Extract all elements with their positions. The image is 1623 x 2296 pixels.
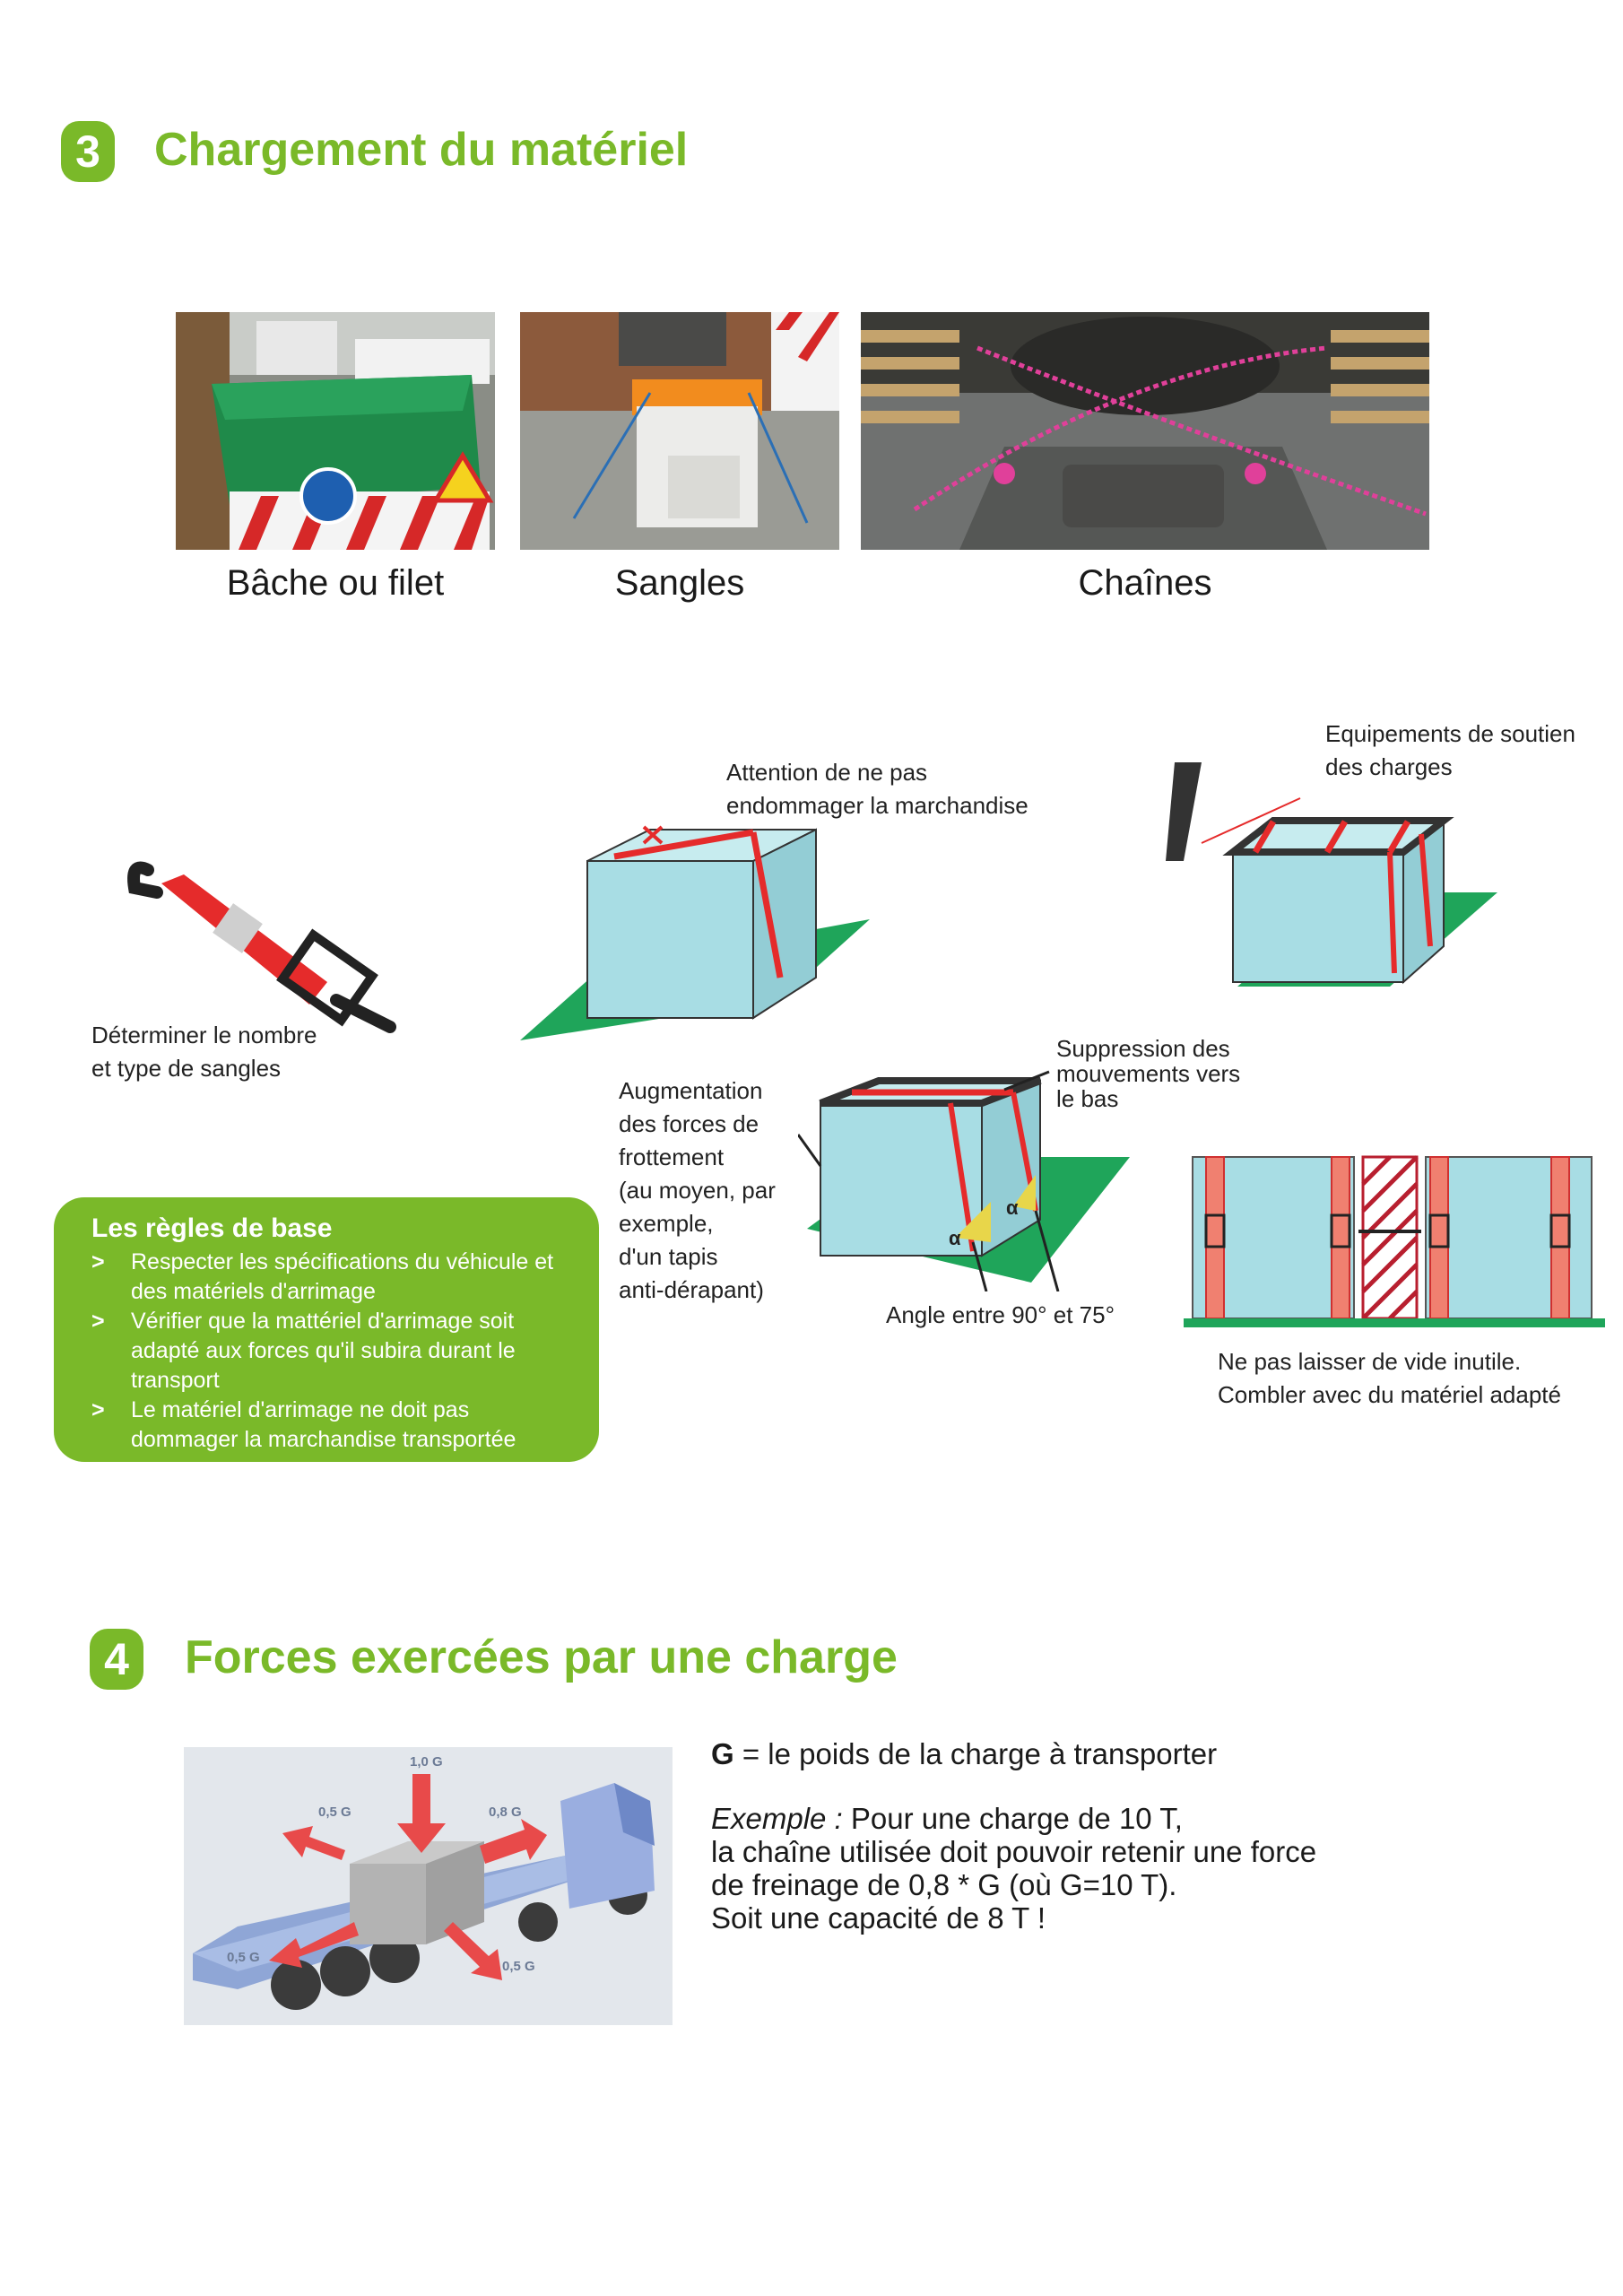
rule-item: > Respecter les spécifications du véhicule et des matériels d'arrimage <box>91 1248 572 1307</box>
section-number-badge: 3 <box>61 121 115 182</box>
rules-list <box>91 1248 572 1455</box>
note-support: Equipements de soutien des charges <box>1325 720 1575 780</box>
force-label-side-right: 0,5 G <box>502 1959 535 1974</box>
force-label-top: 1,0 G <box>410 1754 443 1770</box>
rule-item: > Le matériel d'arrimage ne doit pas dommager la marchandise transportée <box>91 1396 572 1455</box>
section-title: Chargement du matériel <box>154 124 689 176</box>
section-title: Forces exercées par une charge <box>185 1631 898 1683</box>
ratchet-strap-illustration <box>121 848 408 1045</box>
section-number-badge: 4 <box>90 1629 143 1690</box>
rule-item: > Vérifier que la mattériel d'arrimage soit adapté aux forces qu'il subira durant le transport <box>91 1307 572 1396</box>
strapped-container-photo <box>520 312 839 550</box>
rules-title: Les règles de base <box>91 1213 333 1243</box>
force-label-rear: 0,5 G <box>227 1950 260 1965</box>
example-paragraph: Exemple : Pour une charge de 10 T, la chaîne utilisée doit pouvoir retenir une force de freinage de 0,8 * G (où G=10 T). Soit une capacité de 8 T ! <box>711 1802 1317 1935</box>
load-forces-illustration <box>184 1747 673 2025</box>
alpha-label-left: α <box>949 1227 961 1249</box>
photo-caption-straps: Sangles <box>614 563 745 603</box>
note-strap-count: Déterminer le nombre et type de sangles <box>91 1022 317 1082</box>
note-angle: Angle entre 90° et 75° <box>886 1301 1115 1328</box>
force-label-front: 0,8 G <box>489 1805 522 1820</box>
alpha-label-right: α <box>1006 1196 1019 1219</box>
force-explanation <box>711 1737 1316 1935</box>
chained-load-photo <box>861 312 1429 550</box>
basic-rules-box <box>54 1197 599 1462</box>
photo-caption-tarp: Bâche ou filet <box>226 563 445 603</box>
gap-filling-diagram <box>1184 1148 1605 1327</box>
note-downward: Suppression des mouvements vers le bas <box>1056 1035 1241 1112</box>
box-damage-diagram <box>511 807 888 1049</box>
note-damage: Attention de ne pas endommager la marchandise <box>726 759 1028 819</box>
photo-caption-chains: Chaînes <box>1078 563 1212 603</box>
g-definition: G = le poids de la charge à transporter <box>711 1737 1218 1770</box>
tarp-covered-trailer-photo <box>176 312 495 550</box>
note-friction: Augmentation des forces de frottement (au moyen, par exemple, d'un tapis anti-dérapant) <box>619 1077 776 1303</box>
force-label-side-left: 0,5 G <box>318 1805 352 1820</box>
note-gap: Ne pas laisser de vide inutile. Combler avec du matériel adapté <box>1218 1348 1561 1408</box>
